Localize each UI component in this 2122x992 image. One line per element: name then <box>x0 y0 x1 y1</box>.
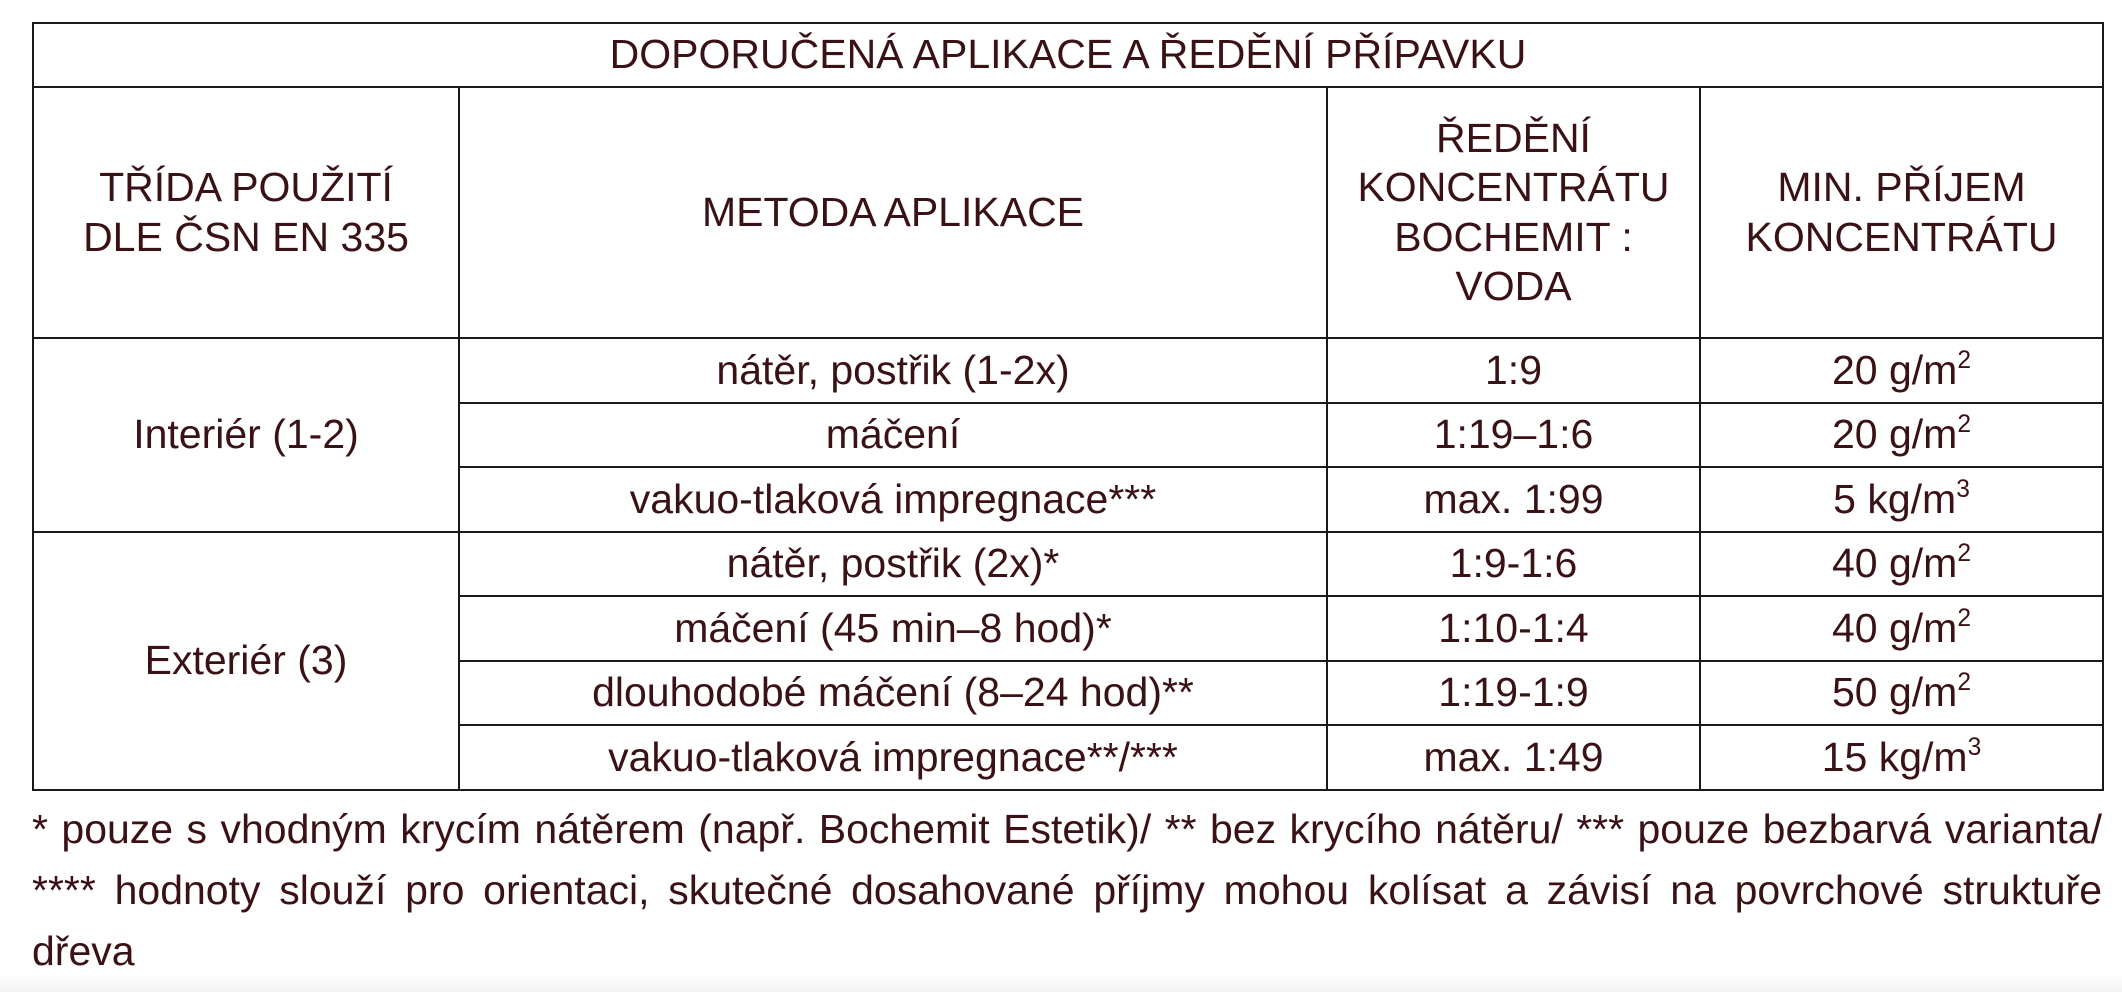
header-dilution-line4: VODA <box>1455 262 1572 309</box>
method-cell: máčení (45 min–8 hod)* <box>459 596 1327 661</box>
intake-value: 40 g/m <box>1831 604 1958 651</box>
intake-cell <box>1700 403 2103 468</box>
intake-cell <box>1700 467 2103 532</box>
document <box>32 22 2102 982</box>
dilution-cell: max. 1:49 <box>1327 725 1700 790</box>
method-cell: máčení <box>459 403 1327 468</box>
intake-exponent: 2 <box>1957 346 1972 374</box>
intake-value: 15 kg/m <box>1821 733 1968 780</box>
group-label-exterior: Exteriér (3) <box>33 532 459 790</box>
intake-cell <box>1700 661 2103 726</box>
intake-cell <box>1700 596 2103 661</box>
intake-value: 5 kg/m <box>1833 475 1957 522</box>
header-method: METODA APLIKACE <box>459 87 1327 338</box>
intake-exponent: 2 <box>1957 540 1972 568</box>
method-cell: nátěr, postřik (1-2x) <box>459 338 1327 403</box>
bottom-shade <box>0 974 2122 992</box>
method-cell: dlouhodobé máčení (8–24 hod)** <box>459 661 1327 726</box>
header-row <box>33 87 2103 338</box>
intake-exponent: 3 <box>1967 733 1982 761</box>
header-intake-line2: KONCENTRÁTU <box>1745 213 2058 260</box>
intake-exponent: 2 <box>1957 411 1972 439</box>
header-class-line1: TŘÍDA POUŽITÍ <box>99 164 393 211</box>
header-dilution-line3: BOCHEMIT : <box>1394 213 1633 260</box>
intake-exponent: 2 <box>1957 669 1972 697</box>
intake-cell <box>1700 725 2103 790</box>
intake-cell <box>1700 338 2103 403</box>
header-class <box>33 87 459 338</box>
footnote: * pouze s vhodným krycím nátěrem (např. Bochemit Estetik)/ ** bez krycího nátěru/ *** pouze bezbarvá varianta/ **** hodnoty slouží pro orientaci, skutečné dosahované příjmy mohou kolísat a závisí na povrchové struktuře dřeva <box>32 805 2102 974</box>
method-cell: vakuo-tlaková impregnace*** <box>459 467 1327 532</box>
dilution-cell: 1:19-1:9 <box>1327 661 1700 726</box>
intake-exponent: 3 <box>1956 475 1970 503</box>
header-intake-line1: MIN. PŘÍJEM <box>1777 164 2026 211</box>
intake-value: 50 g/m <box>1831 669 1958 716</box>
method-cell: nátěr, postřik (2x)* <box>459 532 1327 597</box>
intake-value: 20 g/m <box>1831 346 1958 393</box>
dilution-cell: 1:9-1:6 <box>1327 532 1700 597</box>
table-row <box>33 532 2103 597</box>
header-intake <box>1700 87 2103 338</box>
method-cell: vakuo-tlaková impregnace**/*** <box>459 725 1327 790</box>
table-title-row <box>33 23 2103 87</box>
dilution-cell: 1:10-1:4 <box>1327 596 1700 661</box>
table-title: DOPORUČENÁ APLIKACE A ŘEDĚNÍ PŘÍPAVKU <box>33 23 2103 87</box>
header-class-line2: DLE ČSN EN 335 <box>83 213 409 260</box>
header-dilution-line2: KONCENTRÁTU <box>1357 164 1670 211</box>
application-table <box>32 22 2104 791</box>
intake-value: 40 g/m <box>1831 540 1958 587</box>
intake-value: 20 g/m <box>1831 411 1958 458</box>
table-row <box>33 338 2103 403</box>
group-label-interior: Interiér (1-2) <box>33 338 459 532</box>
header-dilution <box>1327 87 1700 338</box>
header-dilution-line1: ŘEDĚNÍ <box>1436 115 1591 162</box>
intake-exponent: 2 <box>1957 604 1972 632</box>
intake-cell <box>1700 532 2103 597</box>
dilution-cell: 1:19–1:6 <box>1327 403 1700 468</box>
dilution-cell: max. 1:99 <box>1327 467 1700 532</box>
dilution-cell: 1:9 <box>1327 338 1700 403</box>
